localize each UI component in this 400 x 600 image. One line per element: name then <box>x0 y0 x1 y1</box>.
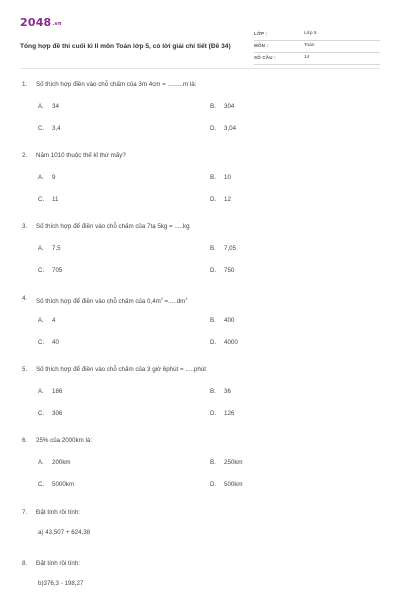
option-b[interactable]: B. 36 <box>210 388 231 395</box>
question-6 <box>20 436 380 488</box>
question-text: Đặt tính rồi tính: <box>36 560 81 567</box>
meta-value: Toán <box>304 43 315 48</box>
option-a[interactable]: A. 7,5 <box>38 245 61 252</box>
question-text: Số thích hợp để điền vào chỗ chấm của 7tạ 5kg = .....kg <box>36 223 190 230</box>
option-d[interactable]: D. 4000 <box>210 339 238 346</box>
option-a[interactable]: A. 34 <box>38 103 59 110</box>
question-number: 1. <box>22 81 28 88</box>
option-b[interactable]: B. 250km <box>210 459 243 466</box>
question-stem <box>20 559 380 569</box>
question-number: 5. <box>22 366 28 373</box>
meta-value: 14 <box>304 55 310 60</box>
option-d[interactable]: D. 500km <box>210 481 243 488</box>
question-number: 4. <box>22 295 28 302</box>
option-c[interactable]: C. 705 <box>38 267 63 274</box>
option-c[interactable]: C. 11 <box>38 196 59 203</box>
question-5 <box>20 365 380 417</box>
sub-question: b)376,3 - 198,27 <box>38 580 84 587</box>
site-logo[interactable]: 2048.vn <box>20 16 62 29</box>
question-number: 6. <box>22 437 28 444</box>
question-7 <box>20 508 380 536</box>
question-number: 3. <box>22 223 28 230</box>
meta-value: Lớp 5 <box>304 31 317 36</box>
option-c[interactable]: C. 40 <box>38 339 59 346</box>
option-a[interactable]: A. 186 <box>38 388 63 395</box>
sub-question: a) 43,507 + 624,38 <box>38 529 91 536</box>
option-b[interactable]: B. 7,05 <box>210 245 237 252</box>
meta-key: MÔN : <box>254 43 269 48</box>
question-text: Số thích hợp để điền vào chỗ chấm của $0,4m^3 =.....dm^3$ <box>36 297 188 305</box>
question-stem <box>20 222 380 232</box>
question-text: Năm 1010 thuộc thế kỉ thứ mấy? <box>36 152 126 159</box>
question-3 <box>20 222 380 274</box>
option-c[interactable]: C. 3,4 <box>38 125 61 132</box>
question-number: 2. <box>22 152 28 159</box>
question-stem <box>20 151 380 161</box>
meta-row-subject <box>254 41 380 53</box>
question-stem <box>20 365 380 375</box>
question-text: Số thích hợp để điền vào chỗ chấm của 3 giờ 6phút = .....phút <box>36 366 206 373</box>
option-d[interactable]: D. 126 <box>210 410 235 417</box>
option-d[interactable]: D. 750 <box>210 267 235 274</box>
meta-key: LỚP : <box>254 31 268 36</box>
option-b[interactable]: B. 400 <box>210 317 235 324</box>
option-a[interactable]: A. 4 <box>38 317 56 324</box>
question-stem <box>20 80 380 90</box>
option-d[interactable]: D. 12 <box>210 196 231 203</box>
meta-key: SỐ CÂU : <box>254 55 276 60</box>
option-b[interactable]: B. 10 <box>210 174 231 181</box>
option-a[interactable]: A. 9 <box>38 174 56 181</box>
header-divider <box>20 68 380 69</box>
question-number: 7. <box>22 509 28 516</box>
option-d[interactable]: D. 3,04 <box>210 125 237 132</box>
option-b[interactable]: B. 304 <box>210 103 235 110</box>
question-text: Số thích hợp điền vào chỗ chấm của 3m 4cm = .........m là: <box>36 81 197 88</box>
meta-row-class <box>254 29 380 41</box>
question-2 <box>20 151 380 203</box>
question-stem <box>20 294 380 304</box>
meta-row-count <box>254 53 380 65</box>
question-text: 25% của 2000km là: <box>36 437 93 444</box>
option-a[interactable]: A. 200km <box>38 459 71 466</box>
question-number: 8. <box>22 560 28 567</box>
question-stem <box>20 436 380 446</box>
option-c[interactable]: C. 5000km <box>38 481 75 488</box>
option-c[interactable]: C. 306 <box>38 410 63 417</box>
question-text: Đặt tính rồi tính: <box>36 509 81 516</box>
question-4 <box>20 294 380 346</box>
meta-table <box>254 29 380 65</box>
question-1 <box>20 80 380 132</box>
question-stem <box>20 508 380 518</box>
question-8 <box>20 559 380 587</box>
document-title: Tổng hợp đề thi cuối kì II môn Toán lớp 5, có lời giải chi tiết (Đề 34) <box>20 43 231 50</box>
worksheet-header <box>20 14 380 70</box>
